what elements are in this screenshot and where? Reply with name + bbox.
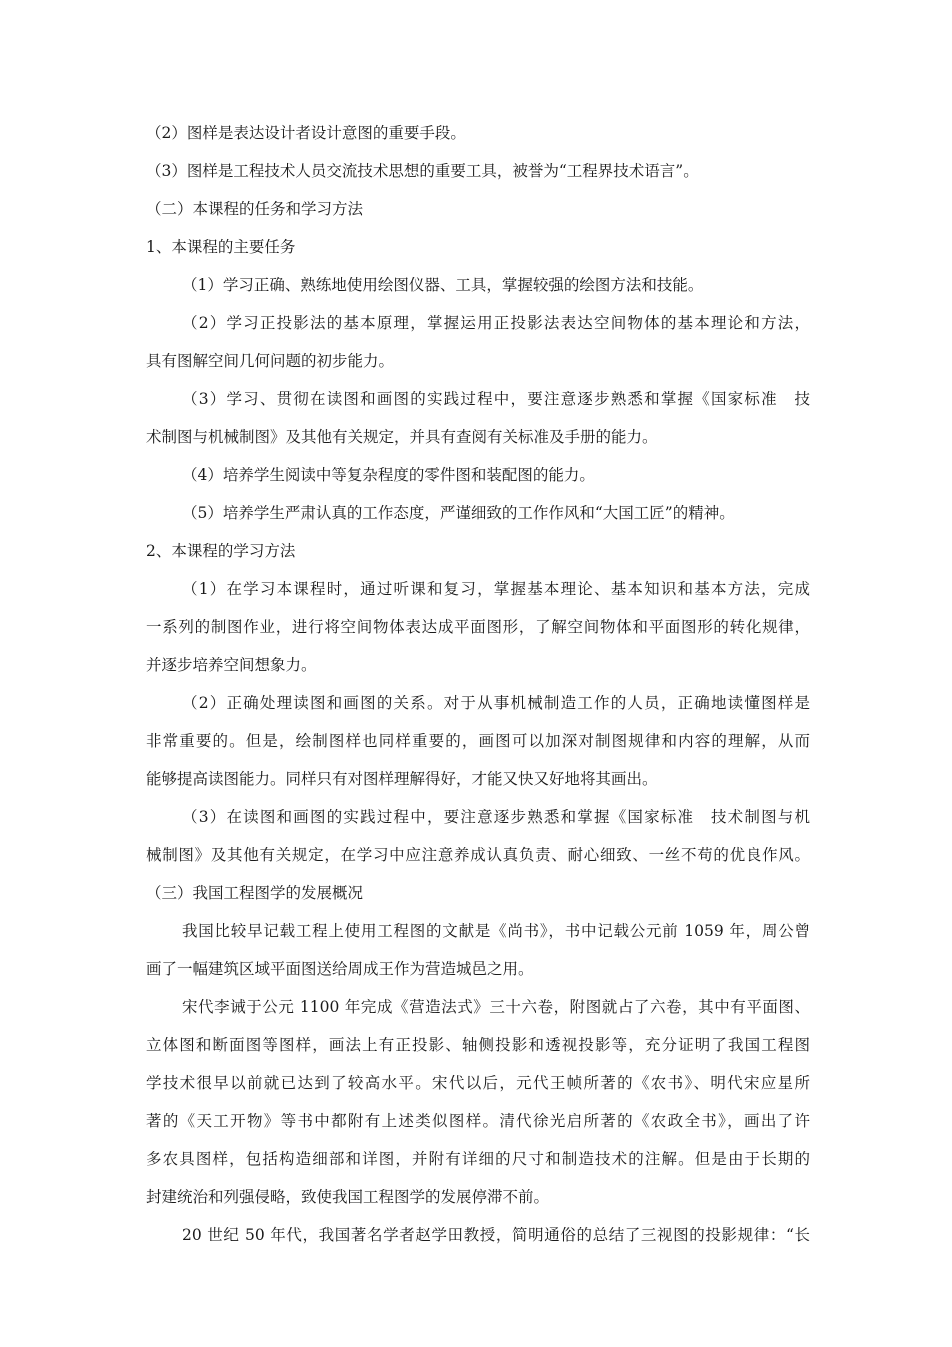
text-line: （2）图样是表达设计者设计意图的重要手段。: [146, 124, 466, 142]
text-line: 非常重要的。但是，绘制图样也同样重要的，画图可以加深对制图规律和内容的理解，从而: [146, 732, 810, 750]
text-line: 封建统治和列强侵略，致使我国工程图学的发展停滞不前。: [146, 1188, 550, 1206]
text-line: 画了一幅建筑区域平面图送给周成王作为营造城邑之用。: [146, 960, 534, 978]
text-line: （1）在学习本课程时，通过听课和复习，掌握基本理论、基本知识和基本方法，完成: [182, 580, 810, 598]
text-line: 1、本课程的主要任务: [146, 238, 296, 256]
document-body: [146, 120, 810, 1260]
text-line: 我国比较早记载工程上使用工程图的文献是《尚书》，书中记载公元前 1059 年，周公曾: [182, 922, 810, 940]
text-line: 多农具图样，包括构造细部和详图，并附有详细的尺寸和制造技术的注解。但是由于长期的: [146, 1150, 810, 1168]
text-line: （2）学习正投影法的基本原理，掌握运用正投影法表达空间物体的基本理论和方法，: [182, 314, 810, 332]
text-line: （3）在读图和画图的实践过程中，要注意逐步熟悉和掌握《国家标准 技术制图与机: [182, 808, 810, 826]
text-line: 宋代李诫于公元 1100 年完成《营造法式》三十六卷，附图就占了六卷，其中有平面图、: [182, 998, 810, 1016]
text-line: 著的《天工开物》等书中都附有上述类似图样。清代徐光启所著的《农政全书》，画出了许: [146, 1112, 810, 1130]
text-line: （4）培养学生阅读中等复杂程度的零件图和装配图的能力。: [182, 466, 595, 484]
text-line: 术制图与机械制图》及其他有关规定，并具有查阅有关标准及手册的能力。: [146, 428, 658, 446]
text-line: 一系列的制图作业，进行将空间物体表达成平面图形，了解空间物体和平面图形的转化规律，: [146, 618, 810, 636]
text-line: （二）本课程的任务和学习方法: [146, 200, 364, 218]
text-line: （3）学习、贯彻在读图和画图的实践过程中，要注意逐步熟悉和掌握《国家标准 技: [182, 390, 810, 408]
text-line: （5）培养学生严肃认真的工作态度，严谨细致的工作作风和“大国工匠”的精神。: [182, 504, 735, 522]
text-line: （2）正确处理读图和画图的关系。对于从事机械制造工作的人员，正确地读懂图样是: [182, 694, 810, 712]
text-line: 2、本课程的学习方法: [146, 542, 296, 560]
text-line: 立体图和断面图等图样，画法上有正投影、轴侧投影和透视投影等，充分证明了我国工程图: [146, 1036, 810, 1054]
text-line: 并逐步培养空间想象力。: [146, 656, 317, 674]
text-line: （三）我国工程图学的发展概况: [146, 884, 364, 902]
text-line: 具有图解空间几何问题的初步能力。: [146, 352, 395, 370]
text-line: （1）学习正确、熟练地使用绘图仪器、工具，掌握较强的绘图方法和技能。: [182, 276, 704, 294]
text-line: 械制图》及其他有关规定，在学习中应注意养成认真负责、耐心细致、一丝不苟的优良作风。: [146, 846, 810, 864]
text-line: （3）图样是工程技术人员交流技术思想的重要工具，被誉为“工程界技术语言”。: [146, 162, 699, 180]
text-line: 20 世纪 50 年代，我国著名学者赵学田教授，简明通俗的总结了三视图的投影规律：“长: [182, 1226, 810, 1244]
text-line: 学技术很早以前就已达到了较高水平。宋代以后，元代王帧所著的《农书》、明代宋应星所: [146, 1074, 810, 1092]
text-line: 能够提高读图能力。同样只有对图样理解得好，才能又快又好地将其画出。: [146, 770, 658, 788]
